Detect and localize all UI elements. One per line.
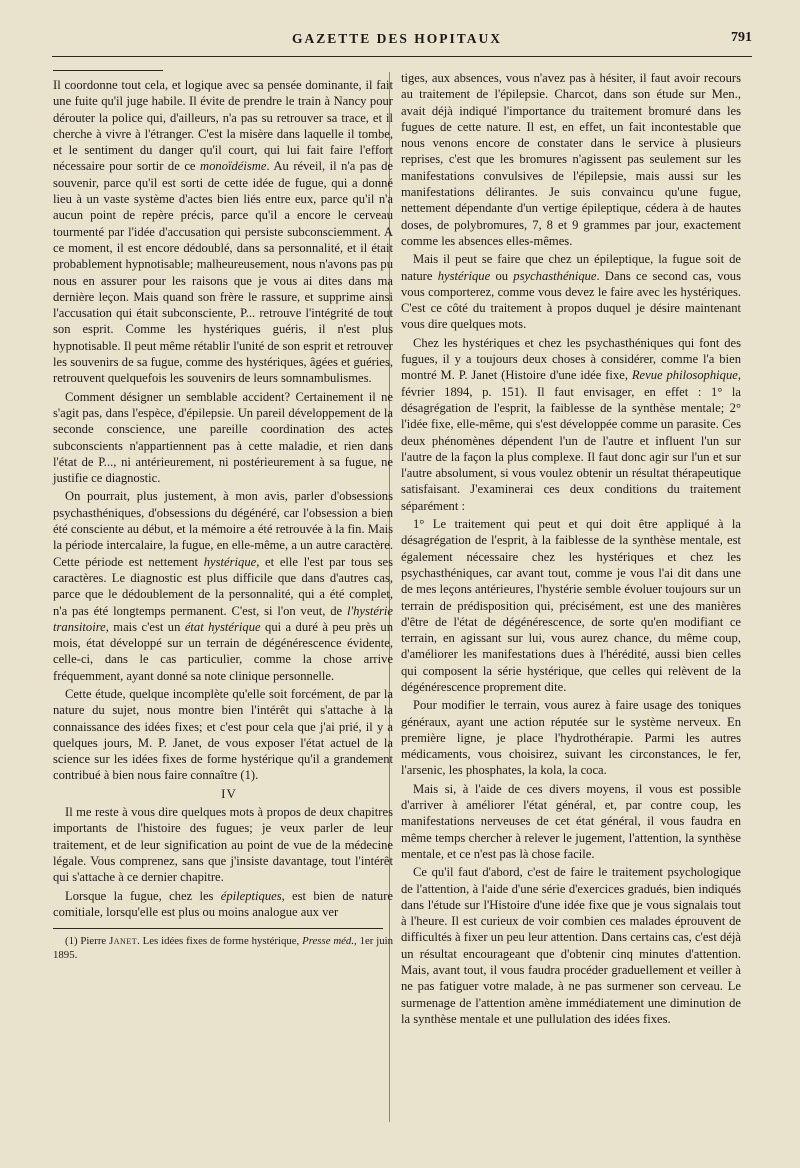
emphasis: hystérique [203,554,257,569]
page-number: 791 [731,30,752,45]
emphasis: état hystérique [184,619,261,634]
text-run: . Les idées fixes de forme hystérique, [137,935,303,948]
running-head: GAZETTE DES HOPITAUX [292,31,503,46]
header-rule [52,56,752,57]
paragraph: tiges, aux absences, vous n'avez pas à hésiter, il faut avoir recours au traitement de l'épilepsie. Charcot, dans son étude sur Men., avait déjà indiqué l'importance du traitement bromuré dans les fugues de cette nature. Il est, en effet, un fait incontestable que nous venons encore de constater dans le service à plusieurs reprises, c'est que les bromures n'agissent pas seulement sur les manifestations convulsives de l'épilepsie, mais aussi sur les manifestations délirantes. Je suis convaincu qu'une fugue, nettement dépendante d'un vertige épileptique, cédera à de hautes doses, de polybromures, 7, 8 et 9 grammes par jour, exactement comme les absences elles-mêmes. [401,71,741,248]
author-name: Janet [109,935,138,948]
text-run: . Dans ce second cas, vous vous comporterez, comme vous devez le faire avec les hystériques. C'est ce côté du traitement à propos duquel je désire maintenant vous dire quelques mots. [401,268,741,332]
paragraph: Ce qu'il faut d'abord, c'est de faire le traitement psychologique de l'attention, à l'aide d'une série d'exercices gradués, bien indiqués dans l'étude sur l'Histoire d'une idée fixe que je vous signalais tout à l'heure. Il est curieux de voir combien ces malades éprouvent de difficultés à fixer un peu leur attention. Dans certains cas, c'est déjà un résultat encourageant que d'obtenir cinq minutes d'attention. Mais, avant tout, il vous faudra procéder graduellement et veiller à ne pas fatiguer votre malade, à ne pas surmener son cerveau. Le surmenage de l'attention amène immédiatement une diminution de la synthèse mentale et une pullulation des idées fixes. [401,865,741,1026]
emphasis: l'hystérie transitoire [53,603,393,634]
text-run: . Au réveil, il n'a pas de souvenir, parce qu'il est sorti de cette idée de fugue, qui a donné lieu à un vaste système d'actes bien liés entre eux, parce qu'il n'a aucun point de repère précis, parce qu'il a encore le cerveau tourmenté par l'idée d'accusation qui persiste subconsciemment. A ce moment, il est encore dédoublé, dans sa personnalité, et il était probablement hypnotisable; malheureusement, nous n'avons pas pu nous en assurer pour les raisons que je vous ai dites dans ma dernière leçon. Mais quand son frère le rassure, et supprime ainsi l'accusation qui était subconsciente, P... retrouve l'intégrité de tout son esprit. Comme les hystériques guéris, il n'est plus hypnotisable. Il peut même rétablir l'unité de son esprit et retrouver les souvenirs de sa fugue, comme des hystériques, âgées et guéries, retrouvent quelquefois les souvenirs de leurs somnambulismes. [53,159,393,386]
footnote [53,935,393,962]
right-column [401,70,741,1027]
emphasis: épileptiques [220,888,282,903]
text-run: , mais c'est un [105,619,185,634]
text-run: , et elle l'est par tous ses caractères. Le diagnostic est plus difficile que dans d'autres cas, parce que le dédoublement de la personnalité, qui a été complet, n'a pas été longtemps permanent. C'est, si l'on veut, de [53,554,393,618]
emphasis: psychasthénique [513,268,597,283]
footnote-rule [53,928,383,929]
paragraph: Il me reste à vous dire quelques mots à propos de deux chapitres importants de l'histoire des fugues; je veux parler de leur traitement, et de leur signification au point de vue de la médecine légale. Vous comprenez, sans que j'insiste davantage, tout l'intérêt qui s'attache à ce dernier chapitre. [53,805,393,885]
paragraph: Pour modifier le terrain, vous aurez à faire usage des toniques généraux, ayant une action réputée sur le système nerveux. En première ligne, je place l'hydrothérapie. Parmi les autres médicaments, vous choisirez, suivant les circonstances, le fer, l'arsenic, les phosphates, la kola, la coca. [401,698,741,778]
text-run: ou [490,268,514,283]
text-run: qui a duré à peu près un mois, état développé sur un terrain de dégénérescence évidente, celle-ci, dans le cas particulier, comme la chose arrive fréquemment, ayant donné sa note clinique personnelle. [53,619,393,683]
emphasis: hystérique [437,268,491,283]
text-run: , est bien de nature comitiale, lorsqu'elle est plus ou moins analogue aux ver [53,888,393,919]
text-run: Il coordonne tout cela, et logique avec sa pensée dominante, il fait une fuite qu'il juge habile. Il évite de prendre le train à Nancy pour dérouter la police qui, d'ailleurs, n'a pas su retrouver sa trace, et il cherche à vivre à l'étranger. C'est la misère dans laquelle il tombe, et le sentiment du danger qu'il court, qui lui fait faire l'effort nécessaire pour sortir de ce [53,78,393,174]
text-run: Chez les hystériques et chez les psychasthéniques qui font des fugues, il y a toujours deux choses à considérer, comme l'a bien montré M. P. Janet (Histoire d'une idée fixe, [401,335,741,383]
column-top-rule [53,70,163,71]
paragraph [401,251,741,332]
page-header [52,28,752,58]
text-run: On pourrait, plus justement, à mon avis, parler d'obsessions psychasthéniques, d'obsessions du dégénéré, car l'obsession a bien été consciente au début, et la mémoire a été retrouvée à la fin. Mais la période intercalaire, la fugue, en elle-même, a un autre caractère. Cette période est nettement [53,489,393,569]
paragraph [401,335,741,514]
paragraph [53,888,393,921]
text-run: (1) Pierre [65,935,110,948]
paragraph [53,77,393,387]
text-run: Lorsque la fugue, chez les [65,888,221,903]
left-column [53,70,393,962]
section-heading: IV [221,785,237,801]
paragraph: Cette étude, quelque incomplète qu'elle soit forcément, de par la nature du sujet, nous montre bien l'intérêt qui s'attache à la connaissance des idées fixes; et c'est pour cela que j'ai prié, il y a quelques jours, M. P. Janet, de vous exposer l'état actuel de la science sur les idées fixes de forme hystérique qu'il a grandement contribué à bien nous faire connaître (1). [53,686,393,783]
emphasis: monoïdéisme [200,159,267,174]
paragraph: Mais si, à l'aide de ces divers moyens, il vous est possible d'arriver à améliorer l'état général, et, par contre coup, les manifestations nerveuses de cet état général, il vous faudra en même temps chercher à relever le jugement, l'attention, la synthèse mentale, et ce n'est pas là chose facile. [401,781,741,861]
text-run: , février 1894, p. 151). Il faut envisager, en effet : 1° la désagrégation de l'esprit, la faiblesse de la synthèse mentale; 2° l'idée fixe, elle-même, qui s'est développée comme un parasite. Ces deux phénomènes dépendent l'un de l'autre et influent l'un sur l'autre de la façon la plus complexe. Il faut donc agir sur l'un et sur l'autre absolument, si vous voulez obtenir un résultat thérapeutique satisfaisant. J'examinerai ces deux conditions du traitement séparément : [401,368,741,513]
paragraph [53,488,393,684]
text-run: Mais il peut se faire que chez un épileptique, la fugue soit de nature [401,252,741,283]
text-run: , 1er juin 1895. [53,935,393,961]
emphasis: Revue philosophique [631,368,738,383]
emphasis: Presse méd. [302,935,355,948]
paragraph: Comment désigner un semblable accident? Certainement il ne s'agit pas, dans l'espèce, d'épilepsie. Un pareil développement de la seconde conscience, une pareille coordination des actes subconscients n'appartiennent pas à cette maladie, et rien dans l'état de P..., ni antérieurement, ni postérieurement à sa fugue, ne justifie ce diagnostic. [53,389,393,486]
paragraph: 1° Le traitement qui peut et qui doit être appliqué à la désagrégation de l'esprit, à la faiblesse de la synthèse mentale, est également nécessaire chez les hystériques et chez les psychasthéniques, car avant tout, comme je vous l'ai dit dans une de mes leçons antérieures, l'hystérie semble évoluer toujours sur un terrain de prédisposition qui, précisément, est une des manières d'être de l'état de dégénérescence, de sorte qu'en modifiant ce terrain, en agissant sur lui, vous aurez chance, du même coup, d'améliorer les manifestations dues à l'hérédité, aussi bien celles qui composent la série hystérique, que celles qui relèvent de la dégénérescence proprement dite. [401,517,741,694]
